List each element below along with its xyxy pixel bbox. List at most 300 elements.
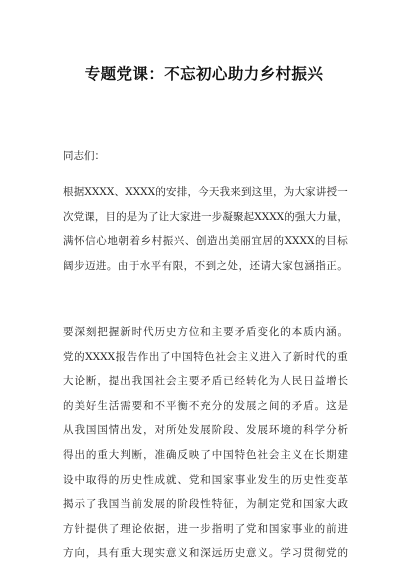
line-glyph: 代 [143, 326, 154, 338]
line-glyph: 这 [251, 186, 263, 198]
line-glyph: 色 [246, 448, 257, 461]
line-glyph: 中 [171, 350, 182, 363]
line-glyph: 、 [184, 235, 196, 248]
line-glyph: 实 [154, 547, 165, 560]
line-glyph: 报 [115, 350, 127, 363]
line-glyph: 不 [154, 399, 165, 412]
paragraph-line [63, 418, 348, 443]
line-glyph: 和 [200, 473, 211, 486]
line-glyph: ， [143, 448, 154, 461]
line-glyph: 我 [219, 186, 231, 198]
line-glyph: 深 [200, 547, 211, 560]
line-glyph: 把 [97, 326, 108, 338]
line-glyph: 包 [293, 259, 304, 272]
line-glyph: 目 [326, 235, 337, 248]
line-glyph: 大 [63, 375, 74, 388]
line-glyph: 处 [177, 424, 188, 437]
line-glyph: 到 [240, 186, 252, 198]
line-glyph: 。 [106, 259, 118, 272]
line-glyph: ， [238, 259, 249, 272]
line-glyph: 和 [143, 399, 154, 412]
line-glyph: 要 [131, 399, 143, 412]
line-glyph: 学 [280, 547, 291, 560]
line-glyph: 我 [74, 424, 85, 437]
line-glyph: 一 [337, 186, 348, 198]
line-glyph: 明 [223, 522, 234, 535]
line-glyph: 科 [303, 424, 314, 437]
paragraph-line [63, 492, 348, 517]
line-glyph: 揭 [63, 498, 74, 511]
line-glyph: 史 [131, 473, 143, 486]
line-glyph: 为 [137, 210, 148, 223]
line-glyph: 现 [143, 547, 154, 560]
line-glyph: 业 [246, 473, 257, 486]
line-glyph: 。 [337, 259, 348, 272]
line-glyph: 居 [262, 235, 273, 248]
line-glyph: 宜 [251, 235, 262, 248]
line-glyph: XXXX [125, 186, 156, 198]
line-glyph: 是 [337, 399, 348, 412]
line-glyph: 展 [200, 424, 211, 437]
line-glyph: 不 [188, 399, 200, 412]
line-glyph: 党 [63, 350, 74, 363]
line-glyph: 进 [190, 210, 201, 223]
line-glyph: 内 [314, 326, 326, 338]
paragraph-line [63, 229, 348, 254]
line-glyph: 起 [243, 210, 255, 223]
line-glyph: 课 [84, 210, 95, 223]
line-glyph: 了 [281, 350, 293, 363]
line-glyph: 、 [177, 473, 188, 486]
line-glyph: 乡 [140, 235, 152, 248]
line-glyph: 阶 [177, 498, 188, 511]
line-glyph: 经 [234, 375, 246, 388]
line-glyph: 的 [74, 350, 85, 363]
paragraph-line [63, 180, 348, 205]
line-glyph: 政 [337, 498, 348, 511]
line-glyph: 的 [116, 210, 127, 223]
line-glyph: 前 [326, 522, 337, 535]
line-glyph: 于 [128, 259, 140, 272]
line-glyph: 大 [271, 259, 282, 272]
line-glyph: 段 [188, 498, 200, 511]
line-glyph: 理 [120, 522, 131, 535]
line-glyph: 的 [337, 547, 348, 560]
line-glyph: 和 [188, 547, 200, 560]
line-glyph: 。 [337, 326, 348, 338]
line-glyph: ， [143, 424, 154, 437]
line-glyph: 国 [143, 375, 154, 388]
line-glyph: 阔 [63, 259, 74, 272]
line-glyph: 强 [294, 210, 306, 223]
line-glyph: 段 [223, 424, 234, 437]
line-glyph: 长 [314, 448, 326, 461]
line-glyph: 定 [268, 498, 280, 511]
line-glyph: 。 [268, 547, 280, 560]
line-glyph: 中 [211, 448, 223, 461]
line-glyph: 前 [131, 498, 143, 511]
line-glyph: 美 [74, 399, 85, 412]
line-glyph: 分 [326, 424, 337, 437]
line-glyph: 对 [154, 424, 165, 437]
line-glyph: 刻 [85, 326, 97, 338]
line-glyph: 会 [165, 375, 177, 388]
line-glyph: 地 [107, 235, 118, 248]
paragraph-line [63, 541, 348, 566]
line-glyph: 期 [326, 448, 337, 461]
line-glyph: 进 [337, 522, 348, 535]
line-glyph: 中 [74, 473, 85, 486]
line-glyph: 出 [120, 375, 131, 388]
line-glyph: 进 [95, 259, 107, 272]
line-glyph: 会 [226, 350, 237, 363]
line-glyph: 衡 [177, 399, 188, 412]
line-glyph: 让 [158, 210, 170, 223]
line-glyph: 创 [195, 235, 207, 248]
line-glyph: 出 [148, 350, 160, 363]
line-glyph: 党 [280, 498, 291, 511]
line-glyph: 我 [131, 375, 143, 388]
line-glyph: 设 [63, 473, 74, 486]
line-glyph: 今 [198, 186, 209, 198]
line-glyph: XXXX [84, 186, 115, 198]
line-glyph: 意 [246, 547, 257, 560]
line-glyph: 化 [268, 326, 280, 338]
line-glyph: 、 [114, 186, 126, 198]
line-glyph: 分 [211, 399, 223, 412]
line-glyph: 位 [188, 326, 200, 338]
paragraph-line [63, 205, 348, 230]
line-glyph: 主 [177, 375, 188, 388]
line-glyph: 判 [120, 448, 131, 461]
line-glyph: 新 [120, 326, 131, 338]
line-glyph: 着 [129, 235, 140, 248]
line-glyph: 革 [337, 473, 348, 486]
line-glyph: 确 [165, 448, 177, 461]
line-glyph: 家 [280, 522, 291, 535]
line-glyph: 了 [159, 350, 171, 363]
line-glyph: 史 [234, 547, 246, 560]
line-glyph: 特 [211, 498, 223, 511]
line-glyph: 的 [315, 235, 326, 248]
line-glyph: 史 [303, 473, 314, 486]
line-glyph: 历 [291, 473, 303, 486]
line-glyph: 已 [223, 375, 234, 388]
line-glyph: 事 [291, 522, 303, 535]
line-glyph: 社 [154, 375, 165, 388]
line-glyph: 大 [131, 547, 143, 560]
line-glyph: ， [273, 186, 284, 198]
line-glyph: 展 [246, 399, 257, 412]
line-glyph: 准 [154, 448, 165, 461]
line-glyph: 的 [63, 399, 74, 412]
line-glyph: 义 [291, 448, 303, 461]
paragraph-line [63, 394, 348, 419]
line-glyph: 民 [291, 375, 303, 388]
paragraph-intro [63, 180, 348, 278]
line-glyph: ， [183, 259, 195, 272]
line-glyph: 主 [280, 448, 291, 461]
line-glyph: 作 [137, 350, 149, 363]
line-glyph: 化 [257, 375, 268, 388]
line-glyph: 了 [108, 522, 120, 535]
line-glyph: 国 [268, 522, 280, 535]
line-glyph: 日 [303, 375, 314, 388]
line-glyph: 反 [177, 448, 188, 461]
line-glyph: 盾 [211, 375, 223, 388]
line-glyph: 的 [314, 522, 326, 535]
line-glyph: 向 [74, 547, 85, 560]
line-glyph: 长 [337, 375, 348, 388]
line-glyph: 的 [273, 235, 284, 248]
line-glyph: 增 [326, 375, 337, 388]
line-glyph: 国 [85, 424, 97, 437]
paragraph-line [63, 369, 348, 394]
line-glyph: 村 [151, 235, 163, 248]
line-glyph: 贯 [303, 547, 314, 560]
line-glyph: 讲 [315, 186, 327, 198]
line-glyph: 意 [165, 547, 177, 560]
line-glyph: 来 [230, 186, 241, 198]
line-glyph: 需 [120, 399, 131, 412]
line-glyph: ， [85, 547, 97, 560]
line-glyph: 转 [246, 375, 257, 388]
line-glyph: 活 [108, 399, 120, 412]
paragraph-line [63, 443, 348, 468]
line-glyph: 针 [74, 522, 85, 535]
line-glyph: 和 [257, 522, 268, 535]
line-glyph: 历 [120, 473, 131, 486]
line-glyph: 大 [294, 186, 305, 198]
line-glyph: 重 [337, 350, 348, 363]
line-glyph: ， [97, 375, 108, 388]
line-glyph: 的 [280, 399, 291, 412]
line-glyph: 特 [234, 448, 246, 461]
line-glyph: 国 [211, 473, 223, 486]
line-glyph: 社 [215, 350, 226, 363]
line-glyph: 步 [200, 522, 211, 535]
line-glyph: 。 [314, 399, 326, 412]
line-glyph: 凝 [222, 210, 233, 223]
line-glyph: 深 [74, 326, 85, 338]
line-glyph: 据 [154, 522, 165, 535]
line-glyph: 造 [207, 235, 218, 248]
line-glyph: 社 [257, 448, 268, 461]
line-glyph: 盾 [303, 399, 314, 412]
line-glyph: 是 [126, 210, 138, 223]
line-glyph: 握 [108, 326, 120, 338]
line-glyph: 依 [143, 522, 154, 535]
line-glyph: 的 [108, 473, 120, 486]
line-glyph: 从 [63, 424, 74, 437]
line-glyph: 提 [108, 375, 120, 388]
line-glyph: 义 [177, 547, 188, 560]
line-glyph: 的 [280, 473, 291, 486]
line-glyph: 时 [303, 350, 315, 363]
line-glyph: 映 [188, 448, 200, 461]
line-glyph: 矛 [200, 375, 211, 388]
line-glyph: 根 [63, 186, 74, 198]
line-glyph: 振 [162, 235, 174, 248]
line-glyph: 进 [259, 350, 271, 363]
line-glyph: 指 [315, 259, 326, 272]
line-glyph: 生 [97, 399, 108, 412]
line-glyph: ， [165, 522, 177, 535]
line-glyph: 示 [74, 498, 85, 511]
line-glyph: 重 [97, 448, 108, 461]
paragraph-line [63, 345, 348, 370]
line-glyph: 指 [211, 522, 223, 535]
line-glyph: 制 [257, 498, 268, 511]
line-glyph: 得 [63, 448, 74, 461]
line-glyph: 学 [314, 424, 326, 437]
line-glyph: 进 [177, 522, 188, 535]
line-glyph: 就 [165, 473, 177, 486]
line-glyph: 我 [97, 498, 108, 511]
line-glyph: 具 [97, 547, 108, 560]
line-glyph: 要 [63, 326, 74, 338]
line-glyph: 入 [270, 350, 282, 363]
line-glyph: 析 [337, 424, 348, 437]
line-glyph: 义 [257, 547, 268, 560]
line-glyph: 矛 [234, 326, 246, 338]
line-glyph: ， [187, 186, 198, 198]
line-glyph: 国 [108, 498, 120, 511]
line-glyph: 论 [74, 375, 85, 388]
paragraph-line [63, 320, 348, 345]
line-glyph: 据 [73, 186, 85, 198]
line-glyph: 人 [280, 375, 291, 388]
paragraph-line [63, 468, 348, 493]
line-glyph: 满 [63, 235, 74, 248]
line-glyph: 大 [169, 210, 180, 223]
line-glyph: 党 [188, 473, 200, 486]
line-glyph: 要 [188, 375, 200, 388]
line-glyph: 为 [246, 498, 257, 511]
line-glyph: 了 [200, 448, 211, 461]
line-glyph: 重 [120, 547, 131, 560]
line-glyph: 发 [246, 424, 257, 437]
line-glyph: 家 [282, 259, 293, 272]
line-glyph: 发 [143, 498, 154, 511]
line-glyph: 断 [131, 448, 143, 461]
line-glyph: 性 [143, 473, 154, 486]
line-glyph: 信 [85, 235, 96, 248]
line-glyph: 情 [108, 424, 120, 437]
line-glyph: 的 [155, 186, 166, 198]
line-glyph: 水 [139, 259, 151, 272]
line-glyph: 力 [316, 210, 327, 223]
line-glyph: 方 [63, 547, 74, 560]
line-glyph: 之 [257, 399, 268, 412]
line-glyph: 盾 [246, 326, 257, 338]
line-glyph: 处 [227, 259, 239, 272]
line-glyph: 和 [200, 326, 211, 338]
line-glyph: 成 [154, 473, 165, 486]
line-glyph: XXXX [85, 350, 116, 363]
document-title: 专题党课：不忘初心助力乡村振兴 [84, 65, 324, 83]
line-glyph: 一 [188, 522, 200, 535]
line-glyph: 大 [326, 498, 337, 511]
line-glyph: 告 [126, 350, 138, 363]
line-glyph: 本 [291, 326, 303, 338]
line-glyph: 、 [234, 424, 246, 437]
line-glyph: 的 [280, 326, 291, 338]
line-glyph: 家 [314, 498, 326, 511]
line-glyph: 国 [303, 498, 314, 511]
line-glyph: 性 [314, 473, 326, 486]
line-glyph: 征 [223, 498, 234, 511]
line-glyph: 家 [223, 473, 234, 486]
line-glyph: 远 [211, 547, 223, 560]
line-glyph: 主 [237, 350, 248, 363]
line-glyph: 家 [179, 210, 191, 223]
line-glyph: 次 [63, 210, 74, 223]
line-glyph: 平 [165, 399, 177, 412]
line-glyph: 特 [193, 350, 204, 363]
line-glyph: 了 [234, 522, 246, 535]
line-glyph: 的 [326, 350, 337, 363]
line-glyph: 之 [216, 259, 228, 272]
line-glyph: 怀 [74, 235, 85, 248]
line-glyph: 为 [283, 186, 295, 198]
line-glyph: 丽 [240, 235, 251, 248]
paragraph-line [63, 517, 348, 542]
line-glyph: 到 [205, 259, 217, 272]
line-glyph: 家 [305, 186, 316, 198]
line-glyph: 限 [172, 259, 184, 272]
line-glyph: ， [94, 210, 106, 223]
line-glyph: 好 [85, 399, 97, 412]
line-glyph: 要 [223, 326, 234, 338]
line-glyph: 断 [85, 375, 97, 388]
line-glyph: 出 [218, 235, 229, 248]
line-glyph: 主 [211, 326, 223, 338]
line-glyph: 事 [234, 473, 246, 486]
line-glyph: 的 [284, 210, 295, 223]
line-glyph: 供 [97, 522, 108, 535]
line-glyph: 时 [131, 326, 143, 338]
line-glyph: 美 [229, 235, 240, 248]
line-glyph: 步 [211, 210, 223, 223]
line-glyph: XXXX [254, 210, 285, 223]
line-glyph: 代 [315, 350, 326, 363]
line-glyph: 一 [201, 210, 212, 223]
line-glyph: 党 [73, 210, 85, 223]
line-glyph: 提 [85, 522, 97, 535]
line-glyph: 益 [314, 375, 326, 388]
line-glyph: 的 [291, 424, 303, 437]
line-glyph: 出 [120, 424, 131, 437]
line-glyph: 矛 [291, 399, 303, 412]
line-glyph: 党 [326, 547, 337, 560]
line-glyph: 兴 [173, 235, 185, 248]
line-glyph: 聚 [233, 210, 244, 223]
line-glyph: ， [234, 498, 246, 511]
line-glyph: 天 [208, 186, 220, 198]
line-glyph: 充 [200, 399, 211, 412]
line-glyph: 生 [268, 473, 280, 486]
line-glyph: 展 [154, 498, 165, 511]
line-glyph: 在 [303, 448, 314, 461]
line-glyph: 出 [74, 448, 85, 461]
line-glyph: 量 [326, 210, 338, 223]
line-glyph: 有 [108, 547, 120, 560]
line-glyph: 国 [97, 424, 108, 437]
line-glyph: 大 [108, 448, 120, 461]
line-glyph: 涵 [326, 326, 337, 338]
line-glyph: 了 [148, 210, 159, 223]
